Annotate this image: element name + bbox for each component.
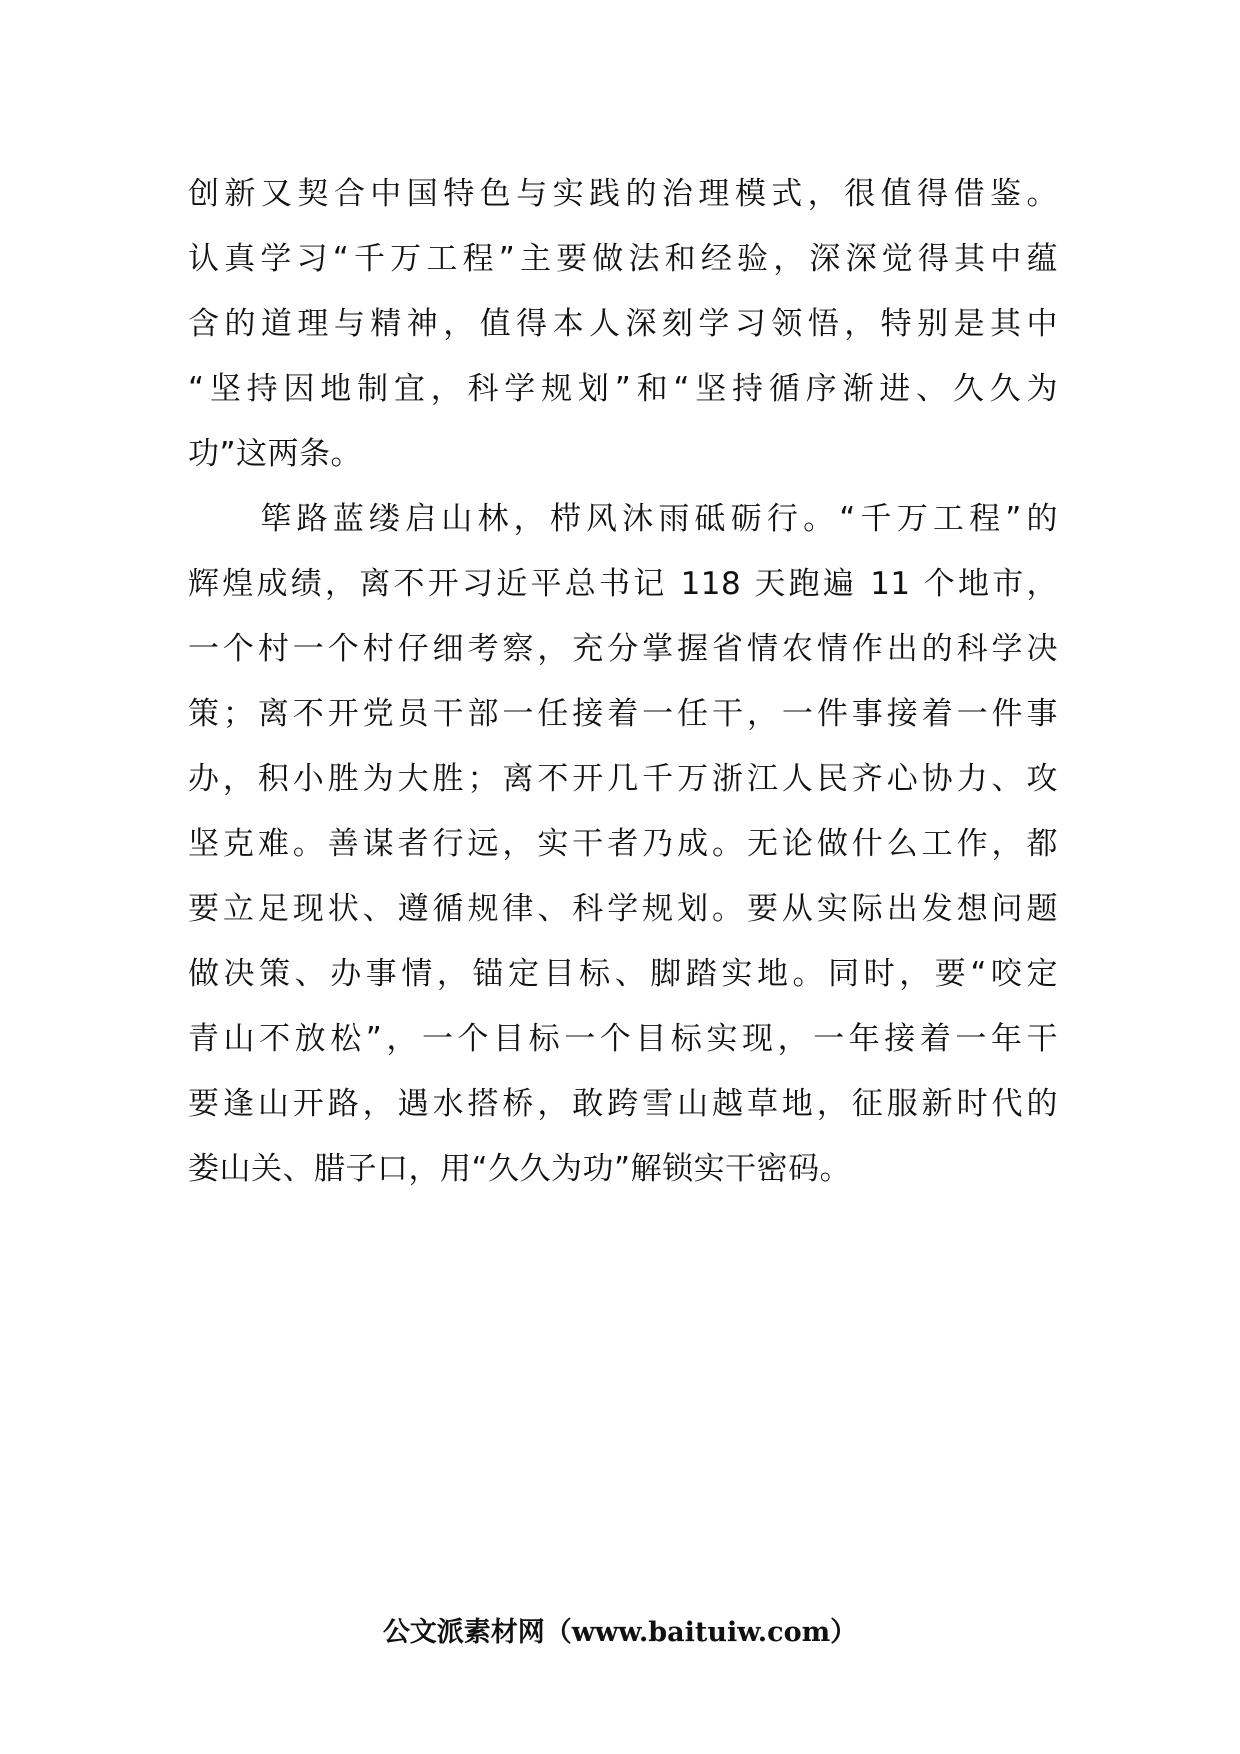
body-text xyxy=(188,162,1058,1202)
text-line: 一个村一个村仔细考察，充分掌握省情农情作出的科学决 xyxy=(188,631,1058,667)
text-line: 要逢山开路，遇水搭桥，敢跨雪山越草地，征服新时代的 xyxy=(188,1086,1058,1122)
text-line: 筚路蓝缕启山林，栉风沐雨砥砺行。“千万工程”的 xyxy=(188,501,1058,537)
footer-watermark: 公文派素材网（www.baituiw.com） xyxy=(382,1617,858,1648)
text-line: “坚持因地制宜，科学规划”和“坚持循序渐进、久久为 xyxy=(188,371,1058,407)
text-line: 功”这两条。 xyxy=(188,436,363,472)
text-line: 含的道理与精神，值得本人深刻学习领悟，特别是其中 xyxy=(188,306,1058,342)
text-line: 认真学习“千万工程”主要做法和经验，深深觉得其中蕴 xyxy=(188,241,1058,277)
text-line: 做决策、办事情，锚定目标、脚踏实地。同时，要“咬定 xyxy=(188,956,1058,992)
text-line: 创新又契合中国特色与实践的治理模式，很值得借鉴。 xyxy=(188,176,1058,212)
text-line: 办，积小胜为大胜；离不开几千万浙江人民齐心协力、攻 xyxy=(188,761,1058,797)
text-line: 坚克难。善谋者行远，实干者乃成。无论做什么工作，都 xyxy=(188,826,1058,862)
text-line: 娄山关、腊子口，用“久久为功”解锁实干密码。 xyxy=(188,1151,852,1187)
text-line: 要立足现状、遵循规律、科学规划。要从实际出发想问题 xyxy=(188,891,1058,927)
text-line: 青山不放松”，一个目标一个目标实现，一年接着一年干 xyxy=(188,1021,1058,1057)
text-line: 辉煌成绩，离不开习近平总书记 118 天跑遍 11 个地市， xyxy=(188,566,1058,602)
text-line: 策；离不开党员干部一任接着一任干，一件事接着一件事 xyxy=(188,696,1058,732)
